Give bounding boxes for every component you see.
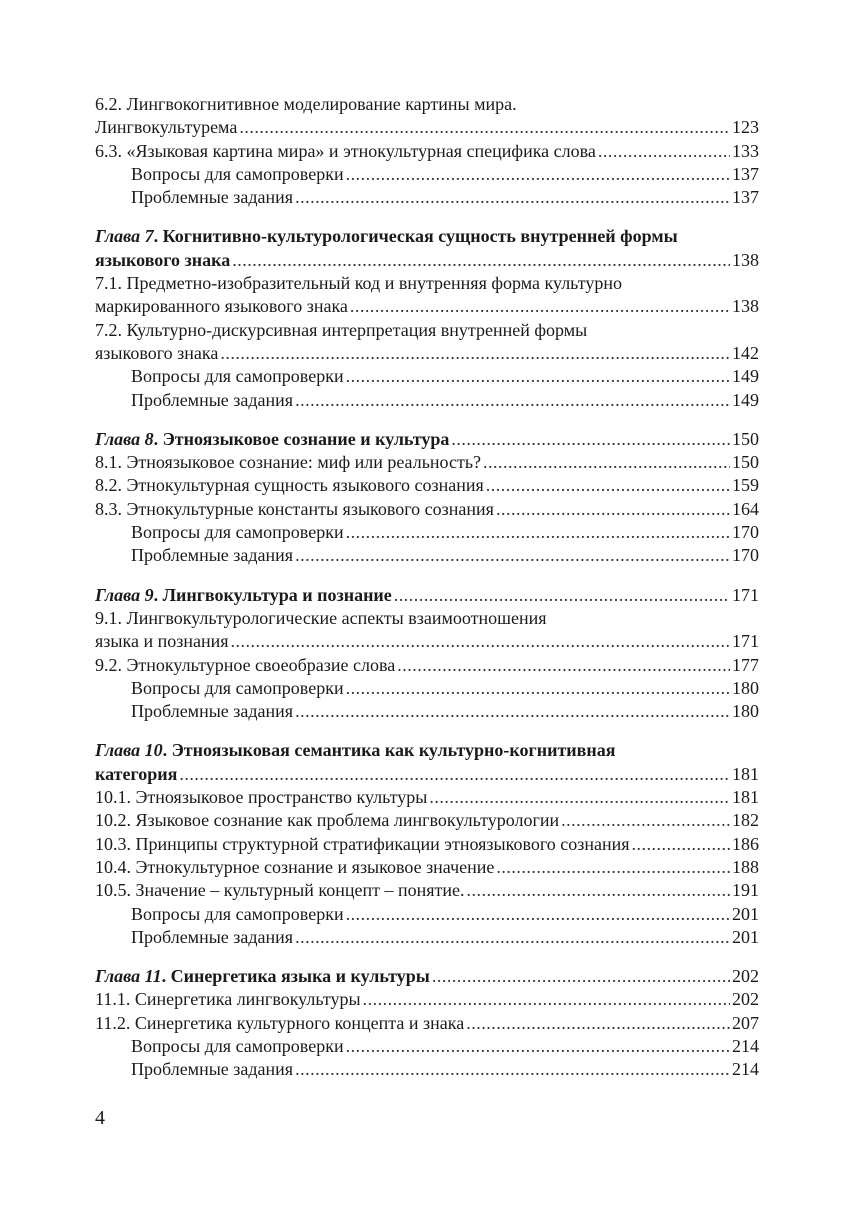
leader-dots <box>295 1058 730 1081</box>
leader-dots <box>483 451 730 474</box>
toc-entry-title <box>131 700 293 723</box>
leader-dots <box>346 365 730 388</box>
toc-entry[interactable] <box>95 474 759 497</box>
toc-entry-title <box>95 1012 464 1035</box>
toc-entry-title <box>95 474 484 497</box>
toc-entry-title <box>95 879 465 902</box>
toc-entry-title <box>95 140 596 163</box>
entry-text: языкового знака <box>95 342 219 363</box>
page-ref: 150 <box>732 452 759 473</box>
toc-entry[interactable] <box>95 319 759 342</box>
toc-entry[interactable] <box>95 498 759 521</box>
entry-text: 10.5. Значение – культурный концепт – понятие. <box>95 880 465 901</box>
entry-text: маркированного языкового знака <box>95 296 348 317</box>
entry-text: . Когнитивно-культурологическая сущность внутренней формы <box>153 226 678 247</box>
entry-text: Вопросы для самопроверки <box>131 522 344 543</box>
toc-section <box>95 225 759 411</box>
entry-text: 8.3. Этнокультурные константы языкового сознания <box>95 498 494 519</box>
entry-text: Проблемные задания <box>131 1059 294 1080</box>
toc-entry[interactable] <box>95 786 759 809</box>
leader-dots <box>239 116 730 139</box>
leader-dots <box>363 988 730 1011</box>
entry-text: . Этноязыковая семантика как культурно-когнитивная <box>162 740 616 761</box>
toc-entry[interactable] <box>95 272 759 295</box>
toc-subentry[interactable] <box>95 1035 759 1058</box>
toc-chapter-heading[interactable] <box>95 428 759 451</box>
toc-entry[interactable] <box>95 342 759 365</box>
leader-dots <box>397 654 730 677</box>
entry-text: Проблемные задания <box>131 701 294 722</box>
toc-section <box>95 428 759 568</box>
toc-entry-title <box>131 389 293 412</box>
toc-entry-title <box>95 319 587 342</box>
toc-entry[interactable] <box>95 140 759 163</box>
leader-dots <box>346 521 730 544</box>
entry-text: Вопросы для самопроверки <box>131 366 344 387</box>
leader-dots <box>394 584 730 607</box>
page-ref: 170 <box>732 522 759 543</box>
toc-chapter-heading[interactable] <box>95 965 759 988</box>
entry-text: . Этноязыковое сознание и культура <box>153 428 450 449</box>
toc-entry-title <box>95 988 361 1011</box>
toc-subentry[interactable] <box>95 365 759 388</box>
leader-dots <box>429 786 730 809</box>
page-ref: 164 <box>732 498 759 519</box>
entry-text: Проблемные задания <box>131 187 294 208</box>
toc-subentry[interactable] <box>95 926 759 949</box>
page-ref: 142 <box>732 342 759 363</box>
page-ref: 138 <box>732 249 759 270</box>
leader-dots <box>496 498 730 521</box>
page-ref: 181 <box>732 787 759 808</box>
chapter-label: Глава 9 <box>95 584 154 605</box>
toc-entry-title <box>131 521 344 544</box>
entry-text: Вопросы для самопроверки <box>131 677 344 698</box>
entry-text: 10.3. Принципы структурной стратификации этноязыкового сознания <box>95 833 630 854</box>
toc-entry[interactable] <box>95 809 759 832</box>
toc-chapter-heading[interactable] <box>95 584 759 607</box>
entry-text: 10.1. Этноязыковое пространство культуры <box>95 787 428 808</box>
entry-text: категория <box>95 763 178 784</box>
toc-entry-title <box>131 1058 293 1081</box>
entry-text: языка и познания <box>95 631 229 652</box>
leader-dots <box>467 879 730 902</box>
toc-entry-title <box>95 428 449 451</box>
entry-text: 8.2. Этнокультурная сущность языкового сознания <box>95 475 484 496</box>
toc-subentry[interactable] <box>95 677 759 700</box>
toc-chapter-heading[interactable] <box>95 225 759 248</box>
entry-text: 10.2. Языковое сознание как проблема лингвокультурологии <box>95 810 560 831</box>
leader-dots <box>231 630 731 653</box>
entry-text: 9.1. Лингвокультурологические аспекты взаимоотношения <box>95 607 547 628</box>
leader-dots <box>346 163 730 186</box>
entry-text: 9.2. Этнокультурное своеобразие слова <box>95 654 396 675</box>
entry-text: Вопросы для самопроверки <box>131 1035 344 1056</box>
toc-chapter-heading[interactable] <box>95 739 759 762</box>
page-ref: 149 <box>732 389 759 410</box>
leader-dots <box>432 965 730 988</box>
page-ref: 207 <box>732 1012 759 1033</box>
toc-entry-title <box>131 926 293 949</box>
toc-entry-title <box>131 365 344 388</box>
toc-entry-title <box>95 607 547 630</box>
page-ref: 150 <box>732 428 759 449</box>
leader-dots <box>295 700 730 723</box>
leader-dots <box>295 389 730 412</box>
toc-entry-title <box>95 93 517 116</box>
leader-dots <box>295 926 730 949</box>
toc-entry[interactable] <box>95 988 759 1011</box>
leader-dots <box>466 1012 730 1035</box>
entry-text: 10.4. Этнокультурное сознание и языковое значение <box>95 856 495 877</box>
page-ref: 159 <box>732 475 759 496</box>
leader-dots <box>350 295 730 318</box>
leader-dots <box>346 903 730 926</box>
page-ref: 214 <box>732 1035 759 1056</box>
entry-text: 11.1. Синергетика лингвокультуры <box>95 989 361 1010</box>
entry-text: Проблемные задания <box>131 389 294 410</box>
toc-entry[interactable] <box>95 833 759 856</box>
toc-entry-title <box>95 295 348 318</box>
leader-dots <box>346 1035 730 1058</box>
entry-text: . Лингвокультура и познание <box>153 584 392 605</box>
leader-dots <box>295 186 730 209</box>
toc-entry-title <box>95 249 230 272</box>
chapter-label: Глава 11 <box>95 966 162 987</box>
toc-section <box>95 739 759 949</box>
toc-entry-title <box>131 163 344 186</box>
toc-entry-title <box>95 763 177 786</box>
leader-dots <box>232 249 730 272</box>
page-ref: 149 <box>732 366 759 387</box>
toc-entry-title <box>95 809 559 832</box>
page-ref: 202 <box>732 989 759 1010</box>
page-ref: 171 <box>732 584 759 605</box>
page-ref: 201 <box>732 926 759 947</box>
toc-subentry[interactable] <box>95 521 759 544</box>
leader-dots <box>496 856 730 879</box>
toc-entry-title <box>95 965 430 988</box>
leader-dots <box>295 544 730 567</box>
toc-entry-title <box>131 186 293 209</box>
toc-entry[interactable] <box>95 93 759 116</box>
entry-text: 7.1. Предметно-изобразительный код и внутренняя форма культурно <box>95 273 622 294</box>
page-ref: 186 <box>732 833 759 854</box>
toc-entry-title <box>131 1035 344 1058</box>
toc-entry[interactable] <box>95 451 759 474</box>
toc-chapter-heading[interactable] <box>95 763 759 786</box>
toc-entry[interactable] <box>95 1012 759 1035</box>
page-ref: 170 <box>732 545 759 566</box>
page-ref: 201 <box>732 903 759 924</box>
page-ref: 123 <box>732 117 759 138</box>
toc-entry-title <box>95 833 630 856</box>
toc-entry-title <box>95 584 392 607</box>
page-ref: 180 <box>732 701 759 722</box>
leader-dots <box>179 763 730 786</box>
toc-entry[interactable] <box>95 630 759 653</box>
entry-text: 6.2. Лингвокогнитивное моделирование картины мира. <box>95 94 517 114</box>
page-ref: 191 <box>732 880 759 901</box>
entry-text: языкового знака <box>95 249 231 270</box>
leader-dots <box>346 677 730 700</box>
page-ref: 202 <box>732 966 759 987</box>
toc-entry-title <box>95 451 481 474</box>
page-ref: 137 <box>732 163 759 184</box>
toc-entry[interactable] <box>95 295 759 318</box>
entry-text: Проблемные задания <box>131 926 294 947</box>
leader-dots <box>632 833 730 856</box>
toc-section <box>95 965 759 1081</box>
toc-section <box>95 584 759 724</box>
toc-entry-title <box>95 654 395 677</box>
chapter-label: Глава 7 <box>95 226 154 247</box>
leader-dots <box>486 474 730 497</box>
entry-text: Проблемные задания <box>131 545 294 566</box>
toc-section <box>95 93 759 209</box>
section-gap <box>95 568 759 584</box>
toc-entry[interactable] <box>95 116 759 139</box>
toc-entry-title <box>95 342 218 365</box>
toc-entry-title <box>131 677 344 700</box>
leader-dots <box>598 140 730 163</box>
toc-entry-title <box>131 544 293 567</box>
page-ref: 181 <box>732 763 759 784</box>
toc-entry[interactable] <box>95 654 759 677</box>
toc-chapter-heading[interactable] <box>95 249 759 272</box>
toc-entry-title <box>95 498 494 521</box>
toc-entry[interactable] <box>95 879 759 902</box>
toc-subentry[interactable] <box>95 163 759 186</box>
toc-subentry[interactable] <box>95 700 759 723</box>
toc-entry-title <box>95 856 494 879</box>
entry-text: 8.1. Этноязыковое сознание: миф или реальность? <box>95 452 482 473</box>
section-gap <box>95 949 759 965</box>
toc-entry-title <box>95 786 427 809</box>
section-gap <box>95 412 759 428</box>
toc-subentry[interactable] <box>95 1058 759 1081</box>
toc-entry-title <box>95 739 616 762</box>
leader-dots <box>451 428 730 451</box>
section-gap <box>95 723 759 739</box>
toc-entry-title <box>95 225 678 248</box>
page-ref: 182 <box>732 810 759 831</box>
entry-text: 11.2. Синергетика культурного концепта и знака <box>95 1012 465 1033</box>
toc-entry[interactable] <box>95 856 759 879</box>
page-ref: 214 <box>732 1059 759 1080</box>
table-of-contents <box>95 93 759 1082</box>
entry-text: Вопросы для самопроверки <box>131 903 344 924</box>
page-ref: 171 <box>732 631 759 652</box>
section-gap <box>95 209 759 225</box>
leader-dots <box>561 809 730 832</box>
page-ref: 138 <box>732 296 759 317</box>
toc-subentry[interactable] <box>95 544 759 567</box>
page-number: 4 <box>95 1107 105 1129</box>
entry-text: 6.3. «Языковая картина мира» и этнокультурная специфика слова <box>95 140 596 161</box>
entry-text: 7.2. Культурно-дискурсивная интерпретация внутренней формы <box>95 319 588 340</box>
chapter-label: Глава 8 <box>95 428 154 449</box>
toc-subentry[interactable] <box>95 389 759 412</box>
entry-text: Вопросы для самопроверки <box>131 163 344 184</box>
page-ref: 133 <box>732 140 759 161</box>
toc-subentry[interactable] <box>95 186 759 209</box>
page-ref: 180 <box>732 677 759 698</box>
chapter-label: Глава 10 <box>95 740 163 761</box>
entry-text: . Синергетика языка и культуры <box>161 966 430 987</box>
page-ref: 177 <box>732 654 759 675</box>
toc-entry-title <box>95 116 237 139</box>
toc-entry-title <box>95 272 622 295</box>
page-ref: 137 <box>732 187 759 208</box>
entry-text: Лингвокультурема <box>95 117 238 138</box>
leader-dots <box>220 342 730 365</box>
toc-entry[interactable] <box>95 607 759 630</box>
toc-entry-title <box>131 903 344 926</box>
toc-subentry[interactable] <box>95 903 759 926</box>
toc-entry-title <box>95 630 229 653</box>
page-ref: 188 <box>732 856 759 877</box>
